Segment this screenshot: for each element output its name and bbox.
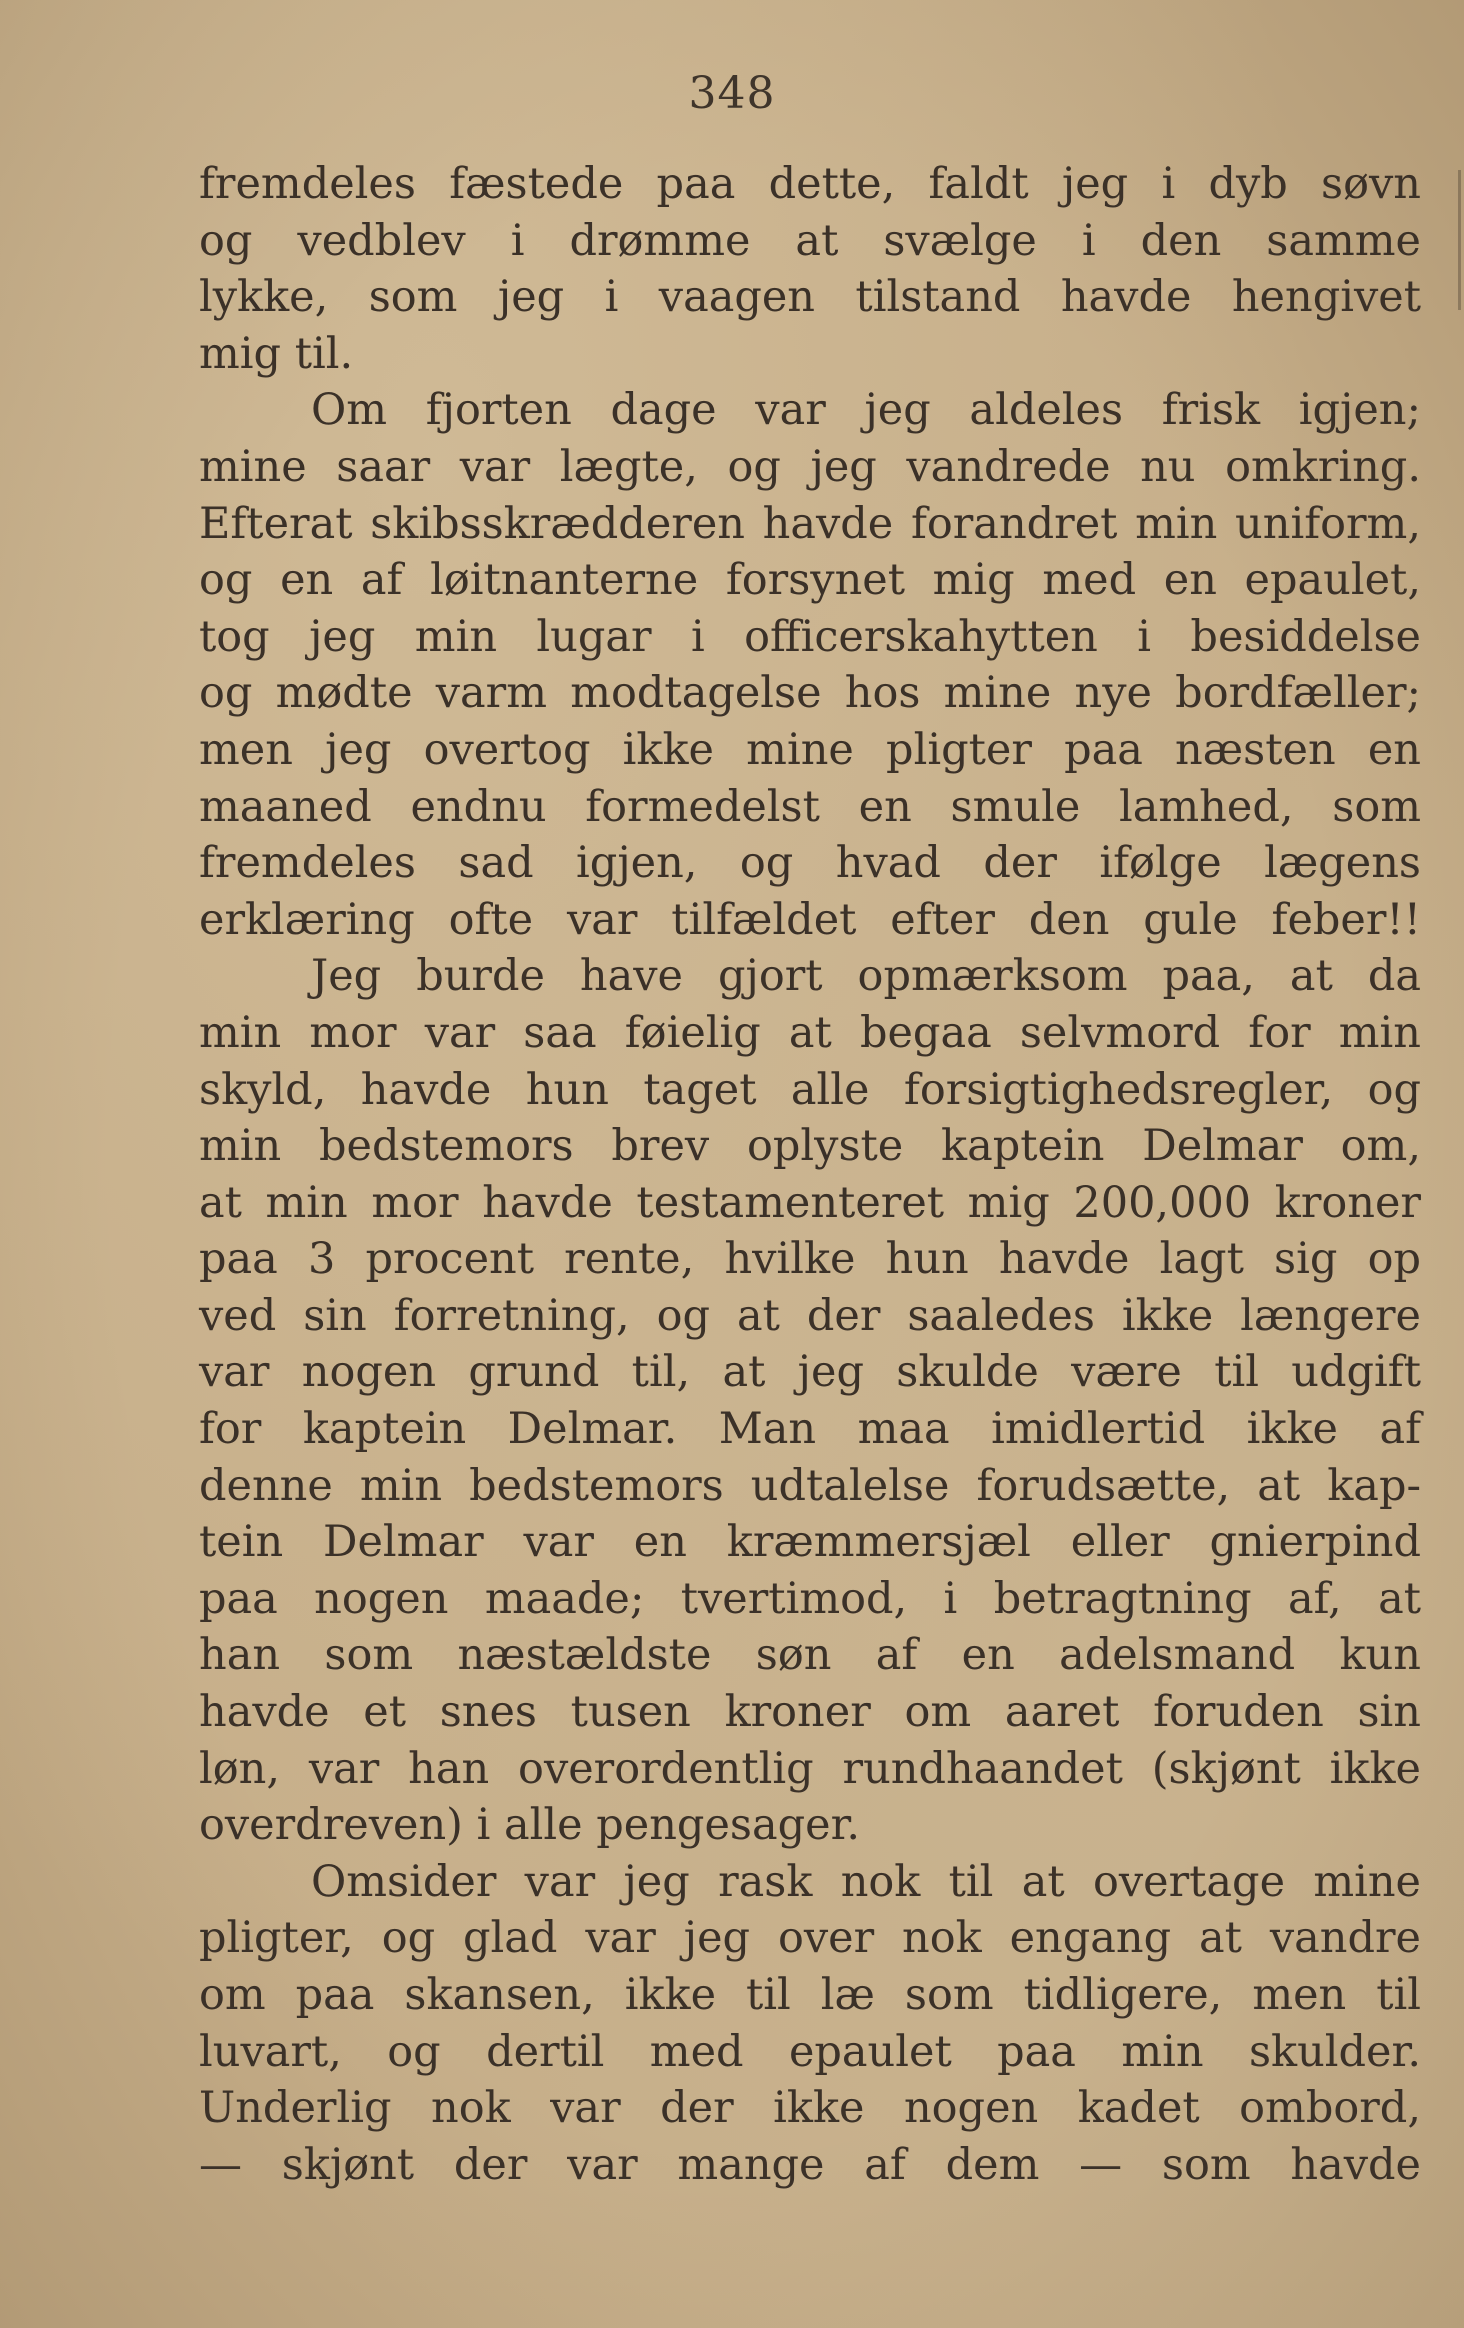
text-line: paa 3 procent rente, hvilke hun havde lagt sig op xyxy=(199,1234,1421,1285)
text-line: mig til. xyxy=(199,328,354,379)
text-line: mine saar var lægte, og jeg vandrede nu omkring. xyxy=(199,441,1421,492)
text-line: denne min bedstemors udtalelse forudsætte, at kap- xyxy=(199,1460,1421,1511)
text-line: ved sin forretning, og at der saaledes ikke længere xyxy=(199,1290,1421,1341)
text-line: tog jeg min lugar i officerskahytten i besiddelse xyxy=(199,611,1421,662)
text-line: at min mor havde testamenteret mig 200,000 kroner xyxy=(199,1177,1421,1228)
text-line: han som næstældste søn af en adelsmand kun xyxy=(199,1630,1421,1681)
text-line: overdreven) i alle pengesager. xyxy=(199,1800,861,1851)
text-line: paa nogen maade; tvertimod, i betragtning af, at xyxy=(199,1573,1421,1624)
text-line: erklæring ofte var tilfældet efter den gule feber!! xyxy=(199,894,1421,945)
text-line: Jeg burde have gjort opmærksom paa, at da xyxy=(311,951,1421,1002)
text-line: Efterat skibsskrædderen havde forandret min uniform, xyxy=(199,498,1421,549)
text-line: tein Delmar var en kræmmersjæl eller gnierpind xyxy=(199,1517,1421,1568)
text-line: Omsider var jeg rask nok til at overtage mine xyxy=(311,1856,1421,1907)
text-line: løn, var han overordentlig rundhaandet (skjønt ikke xyxy=(199,1743,1421,1794)
text-line: var nogen grund til, at jeg skulde være til udgift xyxy=(199,1347,1421,1398)
text-line: min bedstemors brev oplyste kaptein Delmar om, xyxy=(199,1121,1421,1172)
page-number: 348 xyxy=(688,68,776,119)
text-line: — skjønt der var mange af dem — som havde xyxy=(199,2139,1421,2190)
text-line: fremdeles sad igjen, og hvad der ifølge lægens xyxy=(199,838,1421,889)
text-line: og en af løitnanterne forsynet mig med en epaulet, xyxy=(199,555,1421,606)
text-line: Om fjorten dage var jeg aldeles frisk igjen; xyxy=(311,385,1421,436)
text-line: om paa skansen, ikke til læ som tidligere, men til xyxy=(199,1970,1421,2020)
text-line: men jeg overtog ikke mine pligter paa næsten en xyxy=(199,724,1421,775)
text-line: min mor var saa føielig at begaa selvmord for min xyxy=(199,1007,1421,1058)
text-line: og mødte varm modtagelse hos mine nye bordfæller; xyxy=(199,668,1421,719)
text-line: for kaptein Delmar. Man maa imidlertid ikke af xyxy=(199,1404,1421,1455)
text-line: maaned endnu formedelst en smule lamhed, som xyxy=(199,781,1421,832)
edge-mark xyxy=(1458,170,1461,310)
body-text xyxy=(199,156,1421,2193)
text-line: lykke, som jeg i vaagen tilstand havde hengivet xyxy=(199,272,1421,323)
text-line: skyld, havde hun taget alle forsigtighedsregler, og xyxy=(199,1064,1421,1115)
text-line: Underlig nok var der ikke nogen kadet ombord, xyxy=(199,2083,1421,2134)
text-line: og vedblev i drømme at svælge i den samme xyxy=(199,215,1421,266)
text-line: fremdeles fæstede paa dette, faldt jeg i dyb søvn xyxy=(199,159,1421,209)
text-line: havde et snes tusen kroner om aaret foruden sin xyxy=(199,1687,1421,1738)
text-line: pligter, og glad var jeg over nok engang at vandre xyxy=(199,1913,1421,1964)
text-line: luvart, og dertil med epaulet paa min skulder. xyxy=(199,2026,1421,2077)
